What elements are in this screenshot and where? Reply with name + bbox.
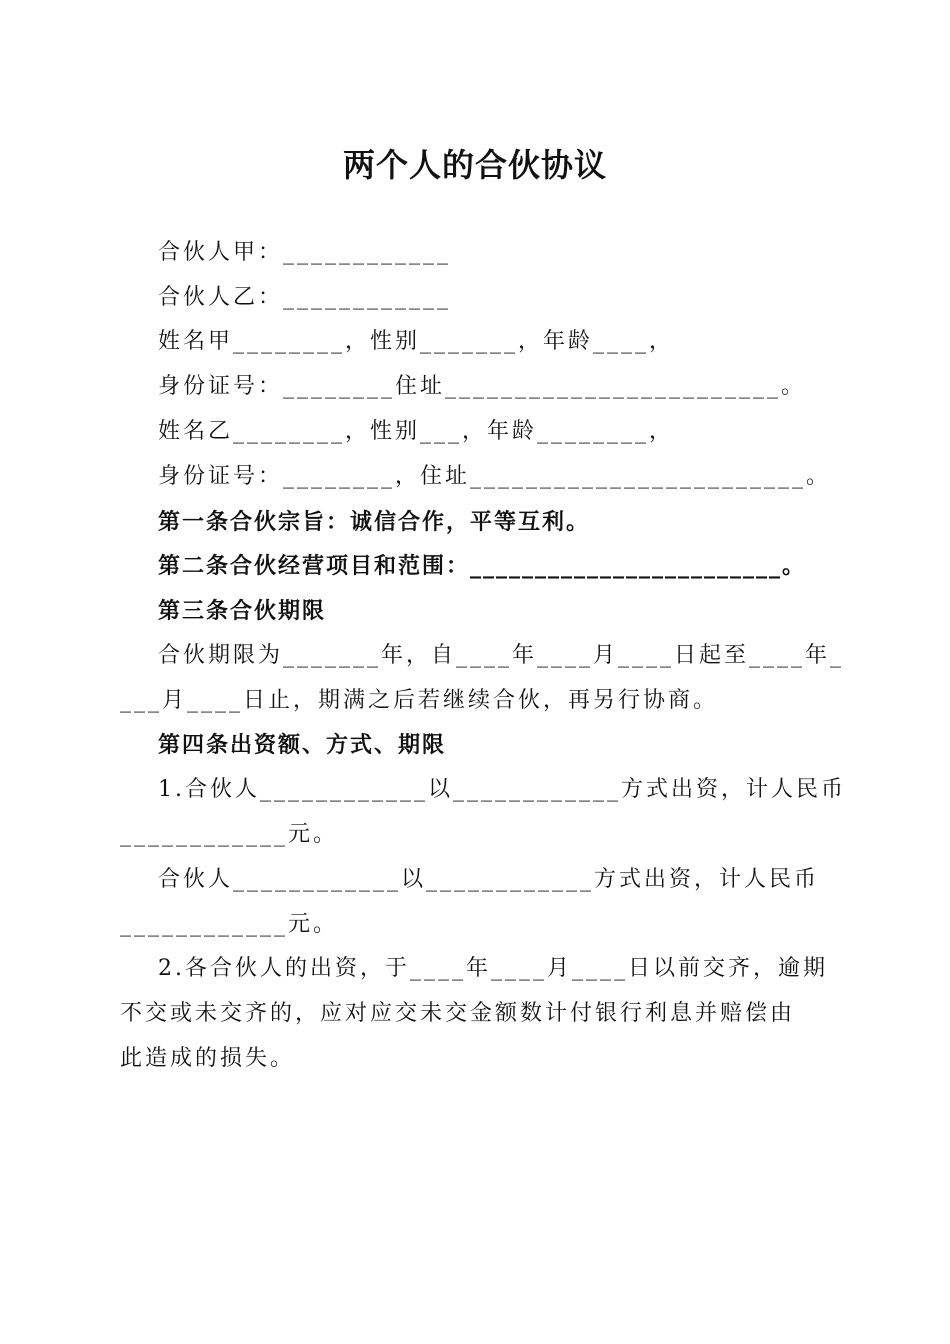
id-a-line: 身份证号：________住址________________________。 xyxy=(158,374,807,399)
deadline-line-3: 此造成的损失。 xyxy=(120,1046,296,1071)
article-4-heading: 第四条出资额、方式、期限 xyxy=(158,732,447,758)
partner-b-line: 合伙人乙：____________ xyxy=(158,285,452,310)
partner-a-line: 合伙人甲：____________ xyxy=(158,240,452,265)
contribution-1-line-1: 1.合伙人____________以____________方式出资，计人民币 xyxy=(158,777,846,802)
name-a-line: 姓名甲________，性别_______，年龄____， xyxy=(158,329,675,354)
document-title: 两个人的合伙协议 xyxy=(342,146,607,184)
deadline-line-1: 2.各合伙人的出资，于____年____月____日以前交齐，逾期 xyxy=(158,956,828,981)
term-line-1: 合伙期限为_______年，自____年____月____日起至____年_ xyxy=(158,643,845,668)
contribution-2-line-1: 合伙人____________以____________方式出资，计人民币 xyxy=(158,867,820,892)
deadline-line-2: 不交或未交齐的，应对应交未交金额数计付银行利息并赔偿由 xyxy=(120,1001,796,1026)
term-line-2: ___月____日止，期满之后若继续合伙，再另行协商。 xyxy=(120,688,719,713)
id-b-line: 身份证号：________，住址________________________。 xyxy=(158,464,832,489)
contribution-2-line-2: ____________元。 xyxy=(120,912,339,937)
article-2-heading: 第二条合伙经营项目和范围：________________________。 xyxy=(158,553,807,579)
name-b-line: 姓名乙________，性别___，年龄________， xyxy=(158,419,675,444)
contribution-1-line-2: ____________元。 xyxy=(120,822,339,847)
article-1-heading: 第一条合伙宗旨：诚信合作，平等互利。 xyxy=(158,509,591,535)
article-3-heading: 第三条合伙期限 xyxy=(158,598,327,624)
